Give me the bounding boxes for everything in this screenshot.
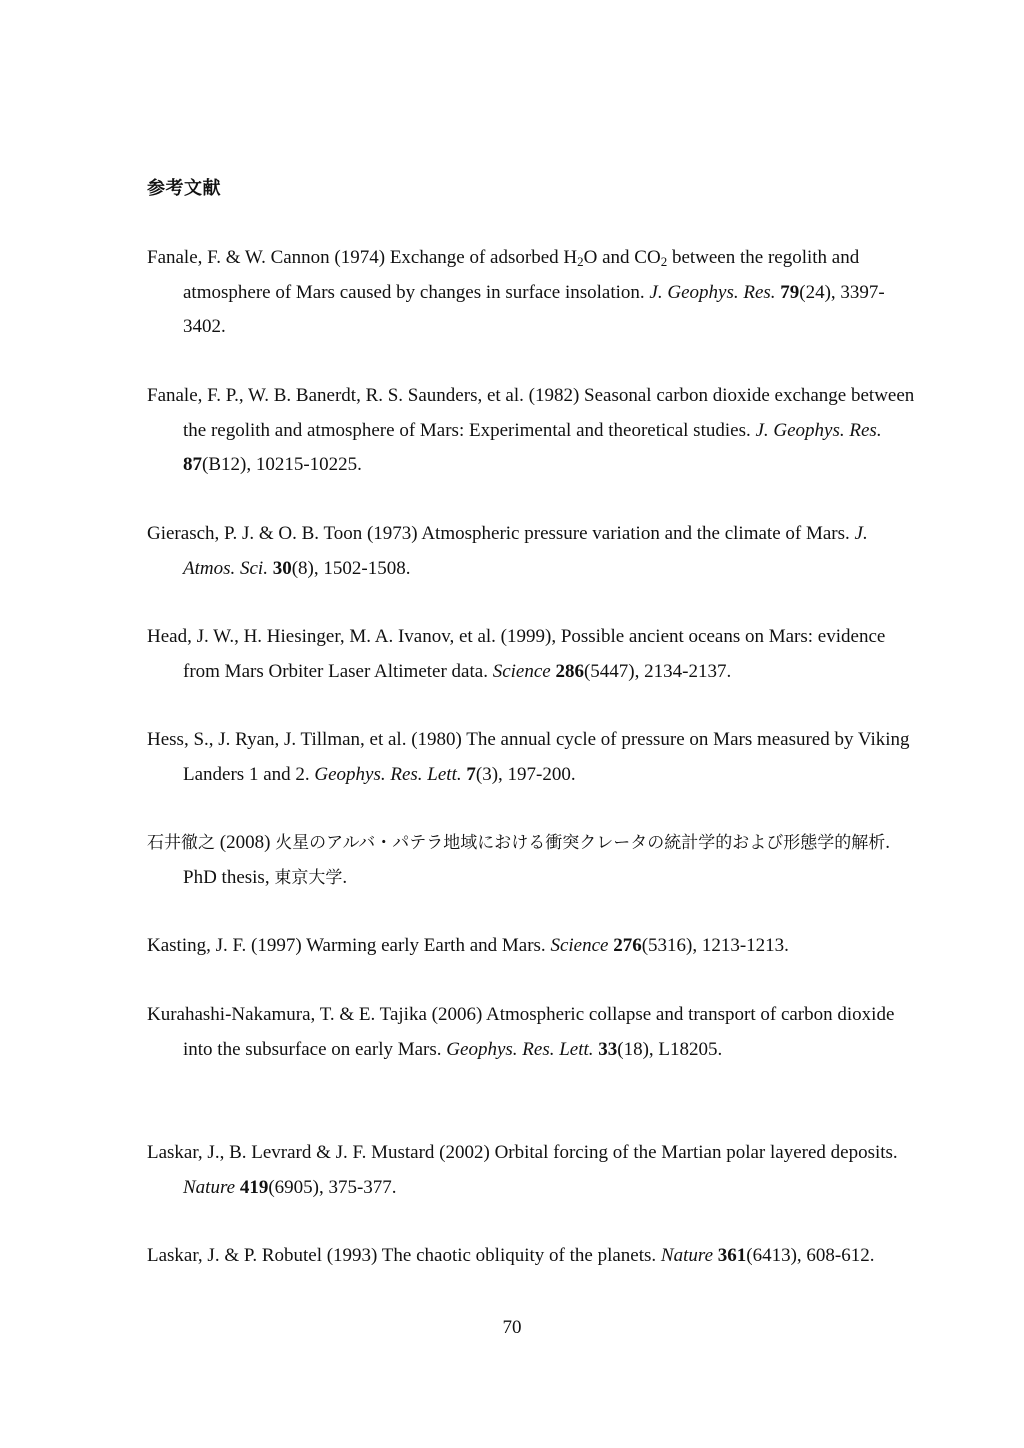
references-heading: 参考文献 — [147, 178, 221, 199]
institution-japanese: 東京大学 — [274, 867, 343, 888]
ref-pages: (6905), 375-377. — [268, 1176, 397, 1198]
ref-pages: (5316), 1213-1213. — [641, 935, 789, 956]
ref-text: Gierasch, P. J. & O. B. Toon (1973) Atmospheric pressure variation and the climate of Mars. — [147, 523, 855, 544]
ref-text: (2008) — [215, 832, 276, 853]
reference-laskar-1993 — [147, 1239, 918, 1274]
ref-pages: (6413), 608-612. — [746, 1245, 875, 1266]
ref-pages: (18), L18205. — [617, 1038, 723, 1060]
journal-name: J. Geophys. Res. — [649, 281, 776, 303]
ref-text: Kurahashi-Nakamura, T. & E. Tajika (2006) Atmospheric collapse and transport of carbon dioxide into the subsurface on early Mars. — [147, 1004, 895, 1060]
reference-kurahashi-2006 — [147, 998, 918, 1067]
journal-name: Geophys. Res. Lett. — [446, 1038, 594, 1060]
ref-text: O and CO — [583, 247, 661, 268]
reference-fanale-1982 — [147, 379, 918, 483]
journal-name: Nature — [183, 1176, 236, 1198]
ref-pages: (3), 197-200. — [475, 763, 576, 785]
ref-pages: (5447), 2134-2137. — [583, 660, 732, 682]
reference-ishii-2008 — [147, 826, 918, 895]
ref-text: Fanale, F. & W. Cannon (1974) Exchange of adsorbed H — [147, 247, 578, 268]
volume-number: 87 — [183, 454, 202, 475]
ref-pages: (8), 1502-1508. — [291, 557, 411, 579]
ref-text: Fanale, F. P., W. B. Banerdt, R. S. Saunders, et al. (1982) Seasonal carbon dioxide exchange between the regolith and atmosphere of Mars: Experimental and theoretical studies. — [147, 385, 915, 441]
ref-text: between the regolith and atmosphere of Mars caused by changes in surface insolation. — [183, 247, 860, 303]
volume-number: 33 — [598, 1038, 618, 1060]
journal-name: Science — [550, 935, 609, 956]
reference-kasting-1997 — [147, 929, 918, 964]
ref-text: Laskar, J. & P. Robutel (1993) The chaotic obliquity of the planets. — [147, 1245, 661, 1266]
ref-text: . PhD thesis, — [183, 832, 891, 888]
journal-name: Science — [492, 660, 551, 682]
reference-hess-1980 — [147, 723, 918, 792]
ref-pages: (B12), 10215-10225. — [202, 454, 362, 475]
ref-pages: (24), 3397-3402. — [183, 281, 885, 337]
volume-number: 286 — [555, 660, 584, 682]
reference-fanale-1974 — [147, 241, 918, 345]
reference-laskar-2002 — [147, 1136, 918, 1205]
subscript: 2 — [660, 254, 668, 269]
ref-text: Kasting, J. F. (1997) Warming early Earth and Mars. — [147, 935, 551, 956]
journal-name: J. Geophys. Res. — [755, 419, 882, 441]
ref-text: . — [342, 866, 348, 888]
volume-number: 30 — [272, 557, 292, 579]
reference-gierasch-1973 — [147, 517, 918, 586]
ref-text: Laskar, J., B. Levrard & J. F. Mustard (2002) Orbital forcing of the Martian polar layered deposits. — [147, 1142, 898, 1163]
subscript: 2 — [577, 254, 584, 269]
title-japanese: 火星のアルバ・パテラ地域における衝突クレータの統計学的および形態学的解析 — [275, 833, 886, 853]
author-japanese: 石井徹之 — [147, 833, 215, 853]
journal-name: J. Atmos. Sci. — [183, 523, 868, 579]
journal-name: Geophys. Res. Lett. — [314, 763, 462, 785]
reference-head-1999 — [147, 620, 918, 689]
volume-number: 7 — [466, 763, 476, 785]
page-number: 70 — [502, 1317, 522, 1338]
volume-number: 79 — [780, 281, 800, 303]
volume-number: 276 — [613, 935, 642, 956]
ref-text: Hess, S., J. Ryan, J. Tillman, et al. (1980) The annual cycle of pressure on Mars measured by Viking Landers 1 and 2. — [147, 729, 910, 785]
ref-text: Head, J. W., H. Hiesinger, M. A. Ivanov, et al. (1999), Possible ancient oceans on Mars: evidence from Mars Orbiter Laser Altimeter data. — [147, 626, 886, 682]
journal-name: Nature — [660, 1245, 713, 1266]
volume-number: 419 — [239, 1176, 269, 1198]
volume-number: 361 — [717, 1245, 747, 1266]
